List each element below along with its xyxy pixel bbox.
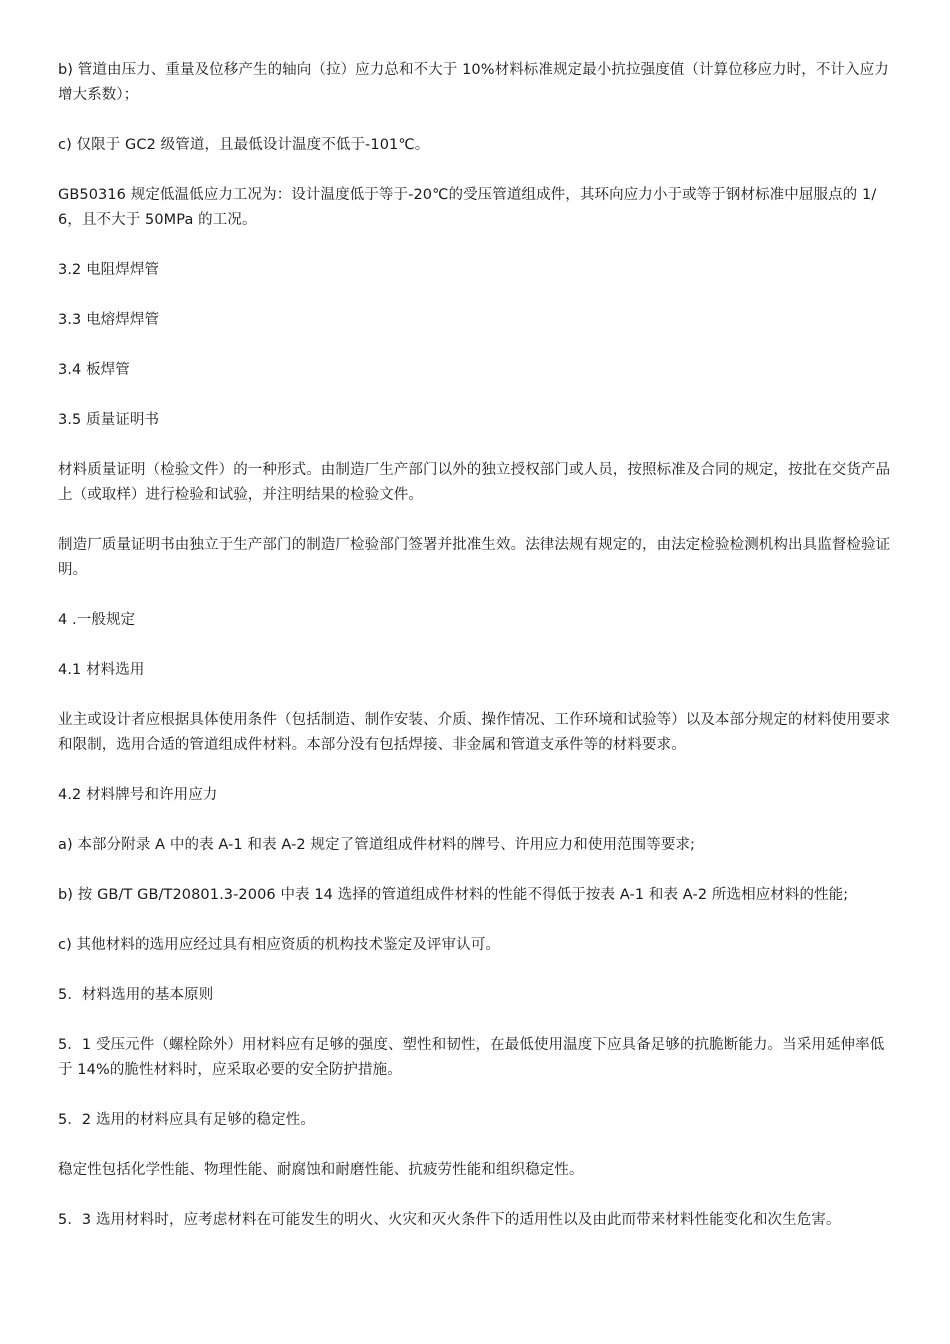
- paragraph-gb50316: GB50316 规定低温低应力工况为：设计温度低于等于-20℃的受压管道组成件，其环向应力小于或等于钢材标准中屈服点的 1/6，且不大于 50MPa 的工况。: [58, 187, 877, 228]
- heading-3-5: 3.5 质量证明书: [58, 412, 160, 428]
- paragraph-b-gbt-table: b) 按 GB/T GB/T20801.3-2006 中表 14 选择的管道组成件材料的性能不得低于按表 A-1 和表 A-2 所选相应材料的性能;: [58, 887, 849, 903]
- heading-5: 5．材料选用的基本原则: [58, 987, 214, 1003]
- heading-3-2: 3.2 电阻焊焊管: [58, 262, 160, 278]
- heading-4-2: 4.2 材料牌号和许用应力: [58, 787, 218, 803]
- heading-4-general: 4 .一般规定: [58, 612, 136, 628]
- paragraph-c-other-materials: c) 其他材料的选用应经过具有相应资质的机构技术鉴定及评审认可。: [58, 937, 500, 953]
- paragraph-quality-certificate-definition: 材料质量证明（检验文件）的一种形式。由制造厂生产部门以外的独立授权部门或人员，按照标准及合同的规定，按批在交货产品上（或取样）进行检验和试验，并注明结果的检验文件。: [58, 462, 891, 503]
- paragraph-c-gc2-limit: c) 仅限于 GC2 级管道，且最低设计温度不低于-101℃。: [58, 137, 430, 153]
- heading-3-3: 3.3 电熔焊焊管: [58, 312, 160, 328]
- paragraph-5-3: 5．3 选用材料时，应考虑材料在可能发生的明火、火灾和灭火条件下的适用性以及由此而带来材料性能变化和次生危害。: [58, 1212, 841, 1228]
- heading-3-4: 3.4 板焊管: [58, 362, 130, 378]
- document-page: [58, 58, 898, 1258]
- paragraph-b-axial-stress: b) 管道由压力、重量及位移产生的轴向（拉）应力总和不大于 10%材料标准规定最小抗拉强度值（计算位移应力时，不计入应力增大系数）；: [58, 62, 889, 103]
- paragraph-a-appendix: a) 本部分附录 A 中的表 A-1 和表 A-2 规定了管道组成件材料的牌号、许用应力和使用范围等要求;: [58, 837, 696, 853]
- heading-4-1: 4.1 材料选用: [58, 662, 145, 678]
- paragraph-material-selection: 业主或设计者应根据具体使用条件（包括制造、制作安装、介质、操作情况、工作环境和试验等）以及本部分规定的材料使用要求和限制，选用合适的管道组成件材料。本部分没有包括焊接、非金属和管道支承件等的材料要求。: [58, 712, 891, 753]
- paragraph-5-2: 5．2 选用的材料应具有足够的稳定性。: [58, 1112, 315, 1128]
- paragraph-manufacturer-certificate: 制造厂质量证明书由独立于生产部门的制造厂检验部门签署并批准生效。法律法规有规定的，由法定检验检测机构出具监督检验证明。: [58, 537, 891, 578]
- paragraph-5-1: 5．1 受压元件（螺栓除外）用材料应有足够的强度、塑性和韧性，在最低使用温度下应具备足够的抗脆断能力。当采用延伸率低于 14%的脆性材料时，应采取必要的安全防护措施。: [58, 1037, 885, 1078]
- paragraph-stability: 稳定性包括化学性能、物理性能、耐腐蚀和耐磨性能、抗疲劳性能和组织稳定性。: [58, 1162, 584, 1178]
